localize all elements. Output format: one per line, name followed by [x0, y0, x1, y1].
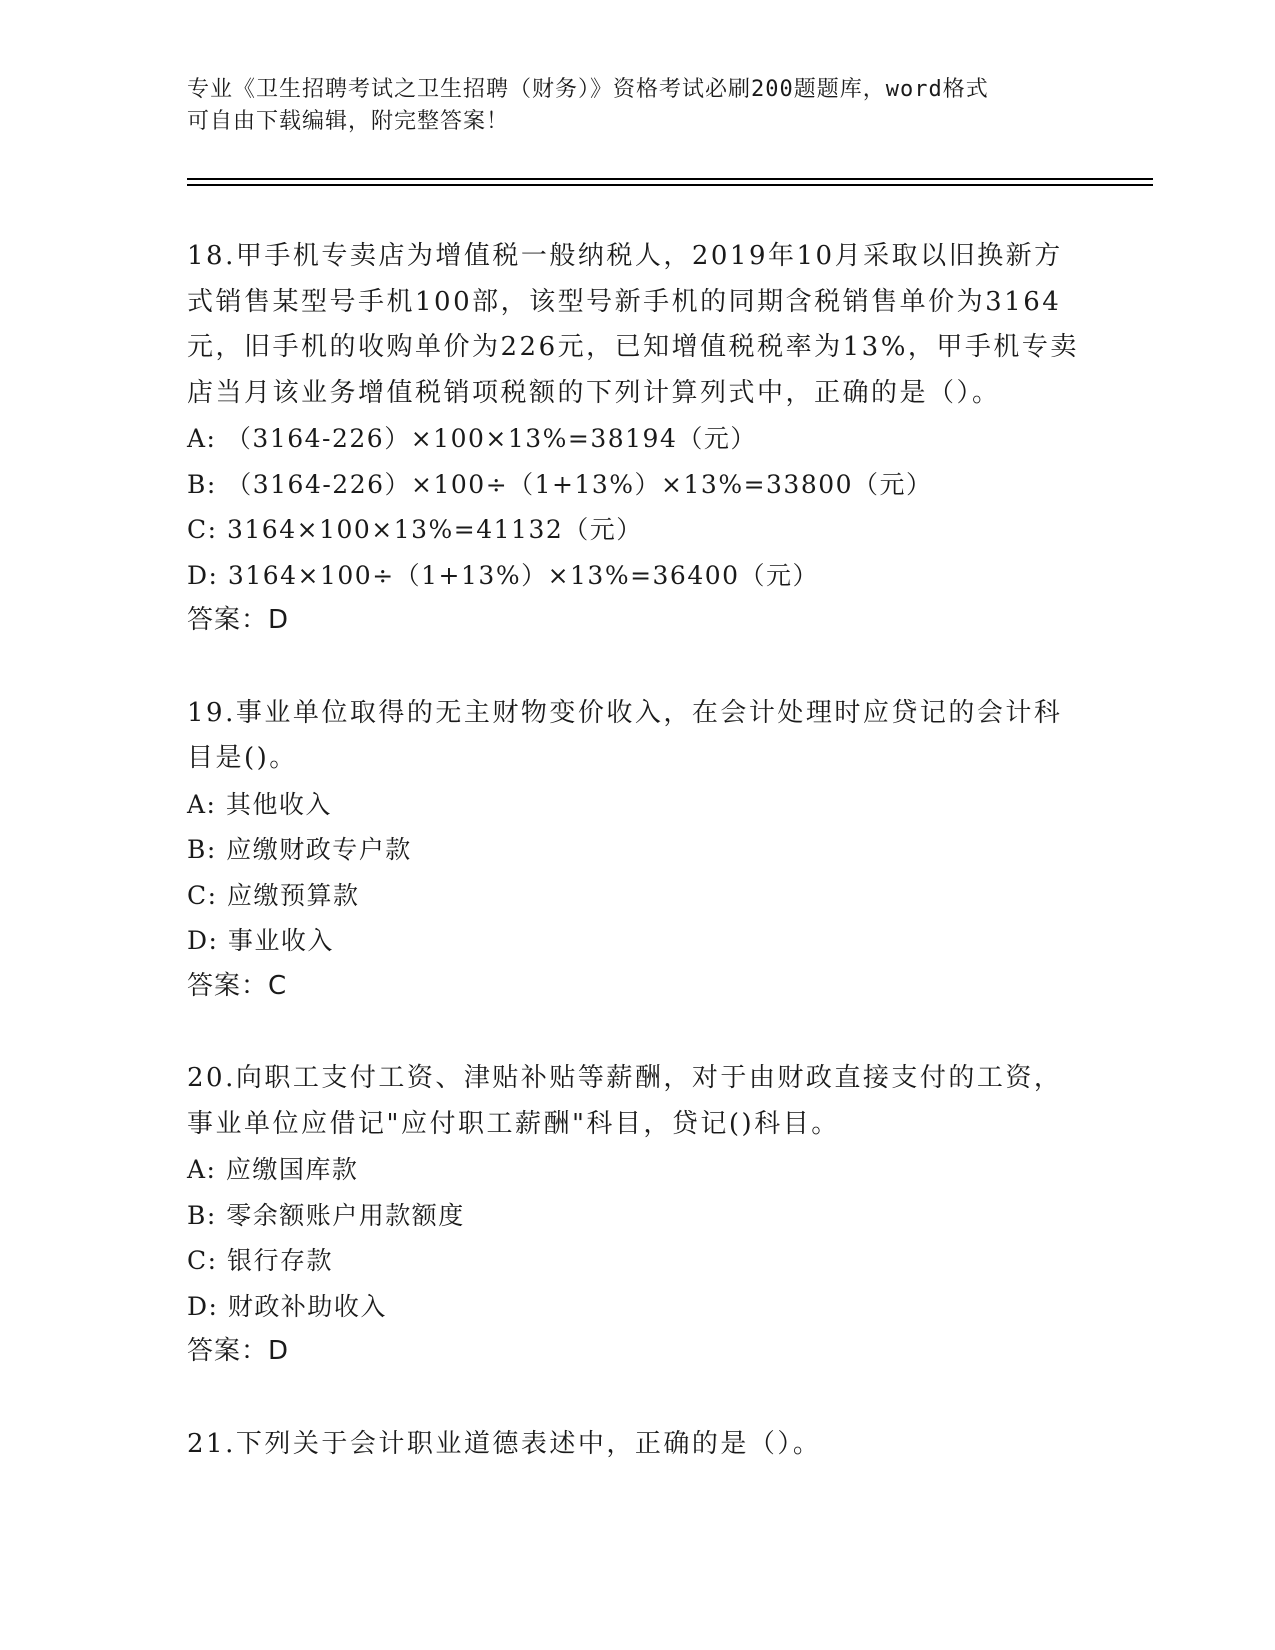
- answer-label: 答案：D: [187, 1336, 290, 1366]
- question-stem-line: 店当月该业务增值税销项税额的下列计算列式中，正确的是（）。: [187, 377, 1001, 408]
- question-19: [187, 691, 1087, 1010]
- option-a: A: 应缴国库款: [187, 1155, 359, 1184]
- header-divider-top: [187, 178, 1153, 180]
- question-21: [187, 1422, 1087, 1468]
- header-line-1: 专业《卫生招聘考试之卫生招聘（财务）》资格考试必刷200题题库，word格式: [187, 77, 989, 102]
- option-b: B: 应缴财政专户款: [187, 835, 412, 864]
- answer-label: 答案：D: [187, 605, 290, 635]
- question-18: [187, 234, 1087, 644]
- option-b: B: 零余额账户用款额度: [187, 1200, 465, 1230]
- spacer: [187, 1009, 1087, 1056]
- header-line-2: 可自由下载编辑，附完整答案！: [187, 109, 510, 134]
- option-d: D: 3164×100÷（1+13%）×13%=36400（元）: [187, 560, 820, 590]
- question-20: [187, 1056, 1087, 1375]
- question-list: [187, 234, 1087, 1467]
- option-d: D: 财政补助收入: [187, 1291, 387, 1321]
- option-a: A: （3164-226）×100×13%=38194（元）: [187, 424, 757, 453]
- question-stem-line: 21.下列关于会计职业道德表述中，正确的是（）。: [187, 1428, 822, 1459]
- option-b: B: （3164-226）×100÷（1+13%）×13%=33800（元）: [187, 469, 933, 499]
- question-stem-line: 式销售某型号手机100部，该型号新手机的同期含税销售单价为3164: [187, 286, 1062, 317]
- option-d: D: 事业收入: [187, 926, 334, 955]
- question-stem-line: 20.向职工支付工资、津贴补贴等薪酬，对于由财政直接支付的工资，: [187, 1063, 1063, 1093]
- option-a: A: 其他收入: [187, 789, 332, 819]
- option-c: C: 3164×100×13%=41132（元）: [187, 515, 643, 544]
- option-c: C: 银行存款: [187, 1246, 333, 1275]
- answer-label: 答案：C: [187, 970, 288, 1001]
- question-stem-line: 事业单位应借记"应付职工薪酬"科目，贷记()科目。: [187, 1108, 840, 1139]
- question-stem-line: 元，旧手机的收购单价为226元，已知增值税税率为13%，甲手机专卖: [187, 332, 1079, 362]
- header-divider-bottom: [187, 184, 1153, 186]
- spacer: [187, 644, 1087, 691]
- document-header: [187, 74, 1067, 138]
- spacer: [187, 1375, 1087, 1422]
- option-c: C: 应缴预算款: [187, 880, 360, 910]
- question-stem-line: 目是()。: [187, 743, 298, 773]
- question-stem-line: 19.事业单位取得的无主财物变价收入，在会计处理时应贷记的会计科: [187, 697, 1063, 728]
- question-stem-line: 18.甲手机专卖店为增值税一般纳税人，2019年10月采取以旧换新方: [187, 241, 1063, 271]
